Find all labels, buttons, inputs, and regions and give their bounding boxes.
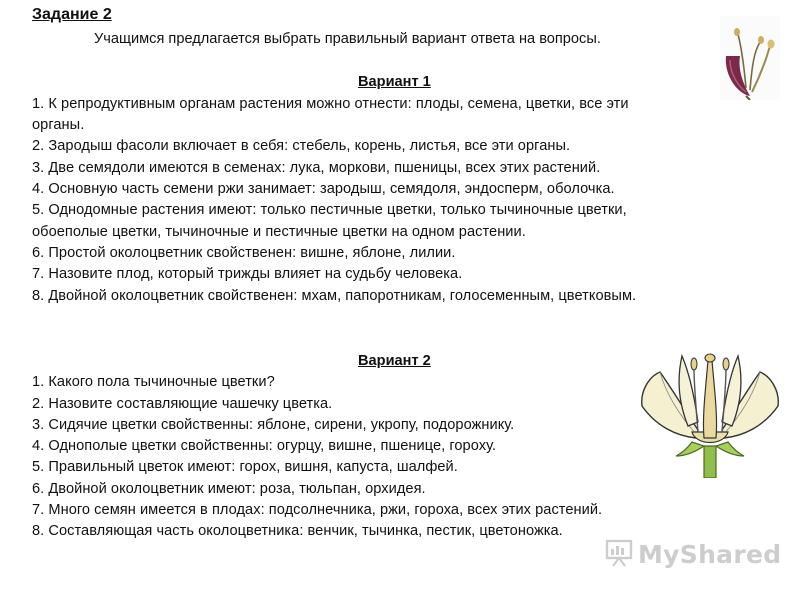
task-title: Задание 2: [32, 6, 112, 23]
task-intro: Учащимся предлагается выбрать правильный вариант ответа на вопросы.: [94, 31, 601, 47]
variant-1-line: 5. Однодомные растения имеют: только пестичные цветки, только тычиночные цветки,: [32, 202, 627, 218]
myshared-watermark: [604, 537, 781, 572]
variant-1-line: органы.: [32, 117, 85, 133]
variant-1-line: 1. К репродуктивным органам растения можно отнести: плоды, семена, цветки, все эти: [32, 96, 629, 112]
variant-2-line: 8. Составляющая часть околоцветника: венчик, тычинка, пестик, цветоножка.: [32, 523, 563, 539]
variant-1-heading: Вариант 1: [358, 74, 431, 90]
variant-2-heading: Вариант 2: [358, 353, 431, 369]
variant-1-line: 3. Две семядоли имеются в семенах: лука, моркови, пшеницы, всех этих растений.: [32, 160, 601, 176]
variant-1-line: 4. Основную часть семени ржи занимает: зародыш, семядоля, эндосперм, оболочка.: [32, 181, 615, 197]
flower-illustration: [636, 346, 784, 478]
watermark-text: MyShared: [638, 540, 782, 569]
variant-2-line: 2. Назовите составляющие чашечку цветка.: [32, 396, 333, 412]
variant-2-line: 6. Двойной околоцветник имеют: роза, тюльпан, орхидея.: [32, 481, 426, 497]
variant-1-line: 8. Двойной околоцветник свойственен: мхам, папоротникам, голосеменным, цветковым.: [32, 288, 637, 304]
variant-2-line: 5. Правильный цветок имеют: горох, вишня, капуста, шалфей.: [32, 459, 458, 475]
variant-2-line: 7. Много семян имеется в плодах: подсолнечника, ржи, гороха, всех этих растений.: [32, 502, 603, 518]
variant-1-line: 7. Назовите плод, который трижды влияет на судьбу человека.: [32, 266, 463, 282]
variant-2-line: 1. Какого пола тычиночные цветки?: [32, 374, 275, 390]
variant-1-line: 2. Зародыш фасоли включает в себя: стебель, корень, листья, все эти органы.: [32, 138, 571, 154]
variant-1-line: обоеполые цветки, тычиночные и пестичные цветки на одном растении.: [32, 224, 526, 240]
flower-section-illustration: [720, 16, 780, 100]
variant-1-line: 6. Простой околоцветник свойственен: вишне, яблоне, лилии.: [32, 245, 456, 261]
variant-2-line: 4. Однополые цветки свойственны: огурцу, вишне, пшенице, гороху.: [32, 438, 497, 454]
variant-2-line: 3. Сидячие цветки свойственны: яблоне, сирени, укропу, подорожнику.: [32, 417, 515, 433]
presentation-board-icon: [604, 537, 634, 572]
